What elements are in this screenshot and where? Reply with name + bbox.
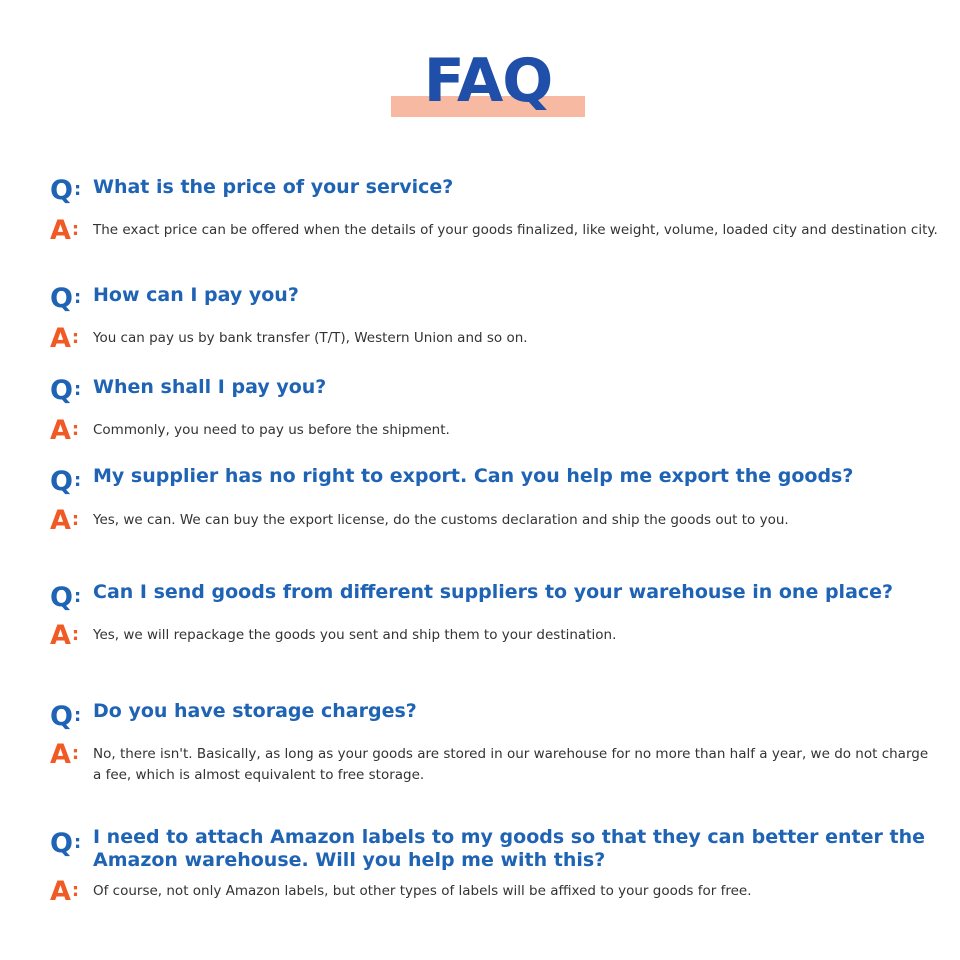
question-text: When shall I pay you? <box>93 376 327 398</box>
page-header <box>391 48 585 118</box>
answer-marker: A: <box>50 505 80 536</box>
answer-text: Yes, we will repackage the goods you sent and ship them to your destination. <box>93 627 617 643</box>
question-row <box>50 175 940 206</box>
question-marker: Q: <box>50 283 82 314</box>
question-row <box>50 581 940 613</box>
answer-row <box>50 215 940 246</box>
answer-text: The exact price can be offered when the details of your goods finalized, like weight, volume, loaded city and destination city. <box>93 222 938 238</box>
question-text: Do you have storage charges? <box>93 700 417 722</box>
answer-marker: A: <box>50 620 80 651</box>
question-marker: Q: <box>50 375 82 406</box>
question-marker: Q: <box>50 175 82 206</box>
answer-row <box>50 739 940 786</box>
question-row <box>50 283 940 314</box>
question-text: I need to attach Amazon labels to my goods so that they can better enter the Amazon warehouse. Will you help me with this? <box>93 826 925 871</box>
faq-item-5 <box>50 581 940 651</box>
answer-text: No, there isn't. Basically, as long as your goods are stored in our warehouse for no more than half a year, we do not charge a fee, which is almost equivalent to free storage. <box>93 746 929 783</box>
faq-item-3 <box>50 375 940 446</box>
answer-text: Yes, we can. We can buy the export license, do the customs declaration and ship the goods out to you. <box>93 512 789 528</box>
question-text: How can I pay you? <box>93 284 299 306</box>
question-marker: Q: <box>50 582 82 613</box>
question-marker: Q: <box>50 701 82 732</box>
question-row <box>50 375 940 406</box>
question-text: My supplier has no right to export. Can you help me export the goods? <box>93 465 854 487</box>
answer-row <box>50 505 940 536</box>
question-marker: Q: <box>50 828 82 859</box>
answer-row <box>50 876 940 907</box>
answer-row <box>50 620 940 651</box>
question-text: What is the price of your service? <box>93 176 454 198</box>
answer-marker: A: <box>50 876 80 907</box>
question-row <box>50 465 940 497</box>
answer-text: Of course, not only Amazon labels, but other types of labels will be affixed to your goods for free. <box>93 883 752 899</box>
answer-row <box>50 415 940 446</box>
answer-marker: A: <box>50 323 80 354</box>
faq-item-4 <box>50 465 940 536</box>
answer-text: You can pay us by bank transfer (T/T), Western Union and so on. <box>93 330 528 346</box>
answer-text: Commonly, you need to pay us before the shipment. <box>93 422 450 438</box>
page-title: FAQ <box>423 46 553 116</box>
faq-item-6 <box>50 700 940 786</box>
answer-row <box>50 323 940 354</box>
faq-item-1 <box>50 175 940 246</box>
question-marker: Q: <box>50 466 82 497</box>
answer-marker: A: <box>50 739 80 770</box>
answer-marker: A: <box>50 415 80 446</box>
question-row <box>50 700 940 732</box>
question-text: Can I send goods from different suppliers to your warehouse in one place? <box>93 581 894 603</box>
faq-item-2 <box>50 283 940 354</box>
faq-item-7 <box>50 826 940 907</box>
question-row <box>50 826 940 872</box>
answer-marker: A: <box>50 215 80 246</box>
